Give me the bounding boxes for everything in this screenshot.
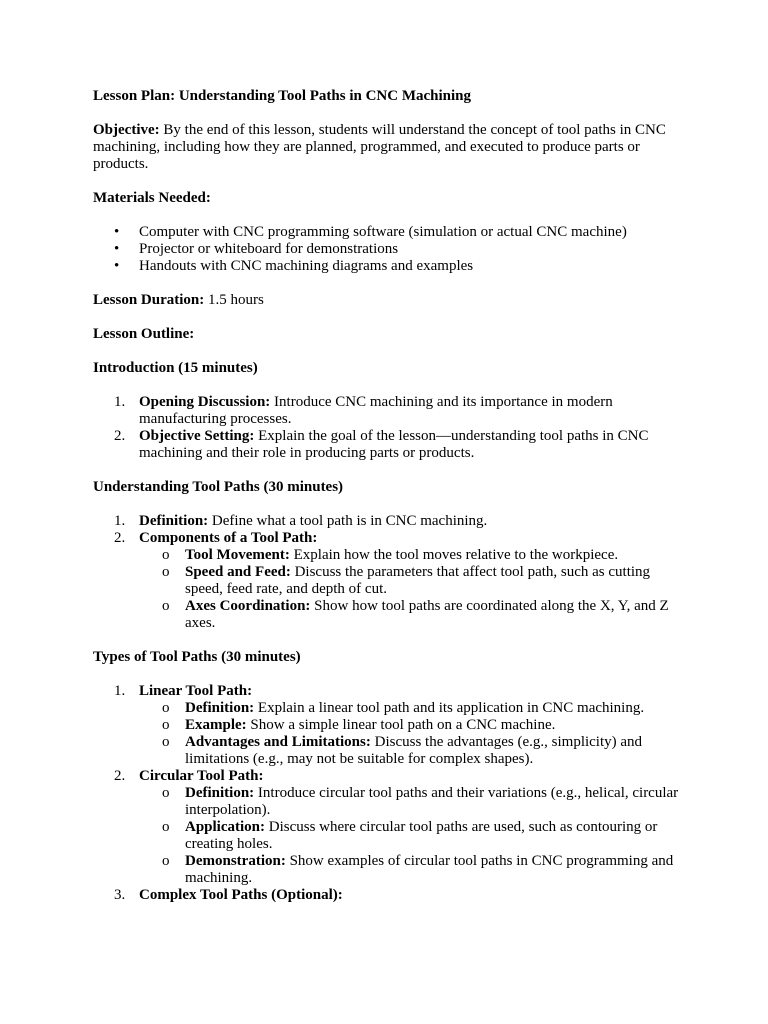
list-item: • Handouts with CNC machining diagrams and examples (93, 258, 683, 275)
objective-text: By the end of this lesson, students will understand the concept of tool paths in CNC machining, including how they are planned, programmed, and executed to produce parts or products. (93, 122, 666, 172)
list-item: 3. Complex Tool Paths (Optional): (114, 887, 343, 903)
introduction-heading: Introduction (15 minutes) (93, 360, 258, 376)
duration-value: 1.5 hours (208, 292, 264, 308)
understanding-list (93, 513, 683, 632)
sub-list (139, 700, 683, 768)
lesson-title: Lesson Plan: Understanding Tool Paths in CNC Machining (93, 88, 472, 104)
list-item: 1. Linear Tool Path: o Definition: Explain a linear tool path and its application in CNC machining. o Example: Show a simple linear tool path on a CNC machine. o Advantages and Limitations: Discuss the advantages (e.g., simplicity) and limitations (e.g., may not be suitable for complex shapes). (93, 683, 683, 768)
sub-list-item: o Application: Discuss where circular tool paths are used, such as contouring or creating holes. (139, 819, 683, 853)
materials-heading: Materials Needed: (93, 190, 211, 206)
list-number: 2. (114, 530, 126, 546)
objective-paragraph (93, 122, 683, 173)
sub-list-item: o Tool Movement: Explain how the tool moves relative to the workpiece. (139, 547, 683, 564)
list-number: 1. (114, 683, 126, 699)
introduction-list (93, 394, 683, 462)
list-item: 2. Components of a Tool Path: o Tool Movement: Explain how the tool moves relative to the workpiece. o Speed and Feed: Discuss the parameters that affect tool path, such as cutting speed, feed rate, and depth of cut. o Axes Coordination: Show how tool paths are coordinated along the X, Y, and Z axes. (93, 530, 683, 632)
document-body (93, 88, 683, 904)
sub-list-item: o Axes Coordination: Show how tool paths are coordinated along the X, Y, and Z axes. (139, 598, 683, 632)
sub-list-item: o Demonstration: Show examples of circular tool paths in CNC programming and machining. (139, 853, 683, 887)
list-item: • Projector or whiteboard for demonstrations (93, 241, 683, 258)
list-item: 1. Definition: Define what a tool path is in CNC machining. (114, 513, 488, 529)
list-item: 2. Objective Setting: Explain the goal of the lesson—understanding tool paths in CNC machining and their role in producing parts or products. (114, 428, 649, 461)
sub-list (139, 547, 683, 632)
materials-list (93, 224, 683, 275)
sub-list-item: o Definition: Explain a linear tool path and its application in CNC machining. (139, 700, 683, 717)
outline-heading: Lesson Outline: (93, 326, 195, 342)
types-list (93, 683, 683, 904)
types-heading: Types of Tool Paths (30 minutes) (93, 649, 301, 665)
list-number: 1. (114, 394, 126, 410)
duration-paragraph (93, 292, 683, 309)
list-number: 2. (114, 428, 126, 444)
list-item: 1. Opening Discussion: Introduce CNC machining and its importance in modern manufacturing processes. (114, 394, 613, 427)
duration-label: Lesson Duration: (93, 292, 205, 308)
list-item: • Computer with CNC programming software (simulation or actual CNC machine) (93, 224, 683, 241)
list-number: 1. (114, 513, 126, 529)
sub-list-item: o Advantages and Limitations: Discuss the advantages (e.g., simplicity) and limitations (e.g., may not be suitable for complex shapes). (139, 734, 683, 768)
sub-list-item: o Example: Show a simple linear tool path on a CNC machine. (139, 717, 683, 734)
list-item: 2. Circular Tool Path: o Definition: Introduce circular tool paths and their variations (e.g., helical, circular interpolation). o Application: Discuss where circular tool paths are used, such as contouring or creating holes. o Demonstration: Show examples of circular tool paths in CNC programming and machining. (93, 768, 683, 887)
sub-list (139, 785, 683, 887)
understanding-heading: Understanding Tool Paths (30 minutes) (93, 479, 344, 495)
list-number: 3. (114, 887, 126, 903)
sub-list-item: o Definition: Introduce circular tool paths and their variations (e.g., helical, circular interpolation). (139, 785, 683, 819)
list-number: 2. (114, 768, 126, 784)
objective-label: Objective: (93, 122, 160, 138)
sub-list-item: o Speed and Feed: Discuss the parameters that affect tool path, such as cutting speed, feed rate, and depth of cut. (139, 564, 683, 598)
